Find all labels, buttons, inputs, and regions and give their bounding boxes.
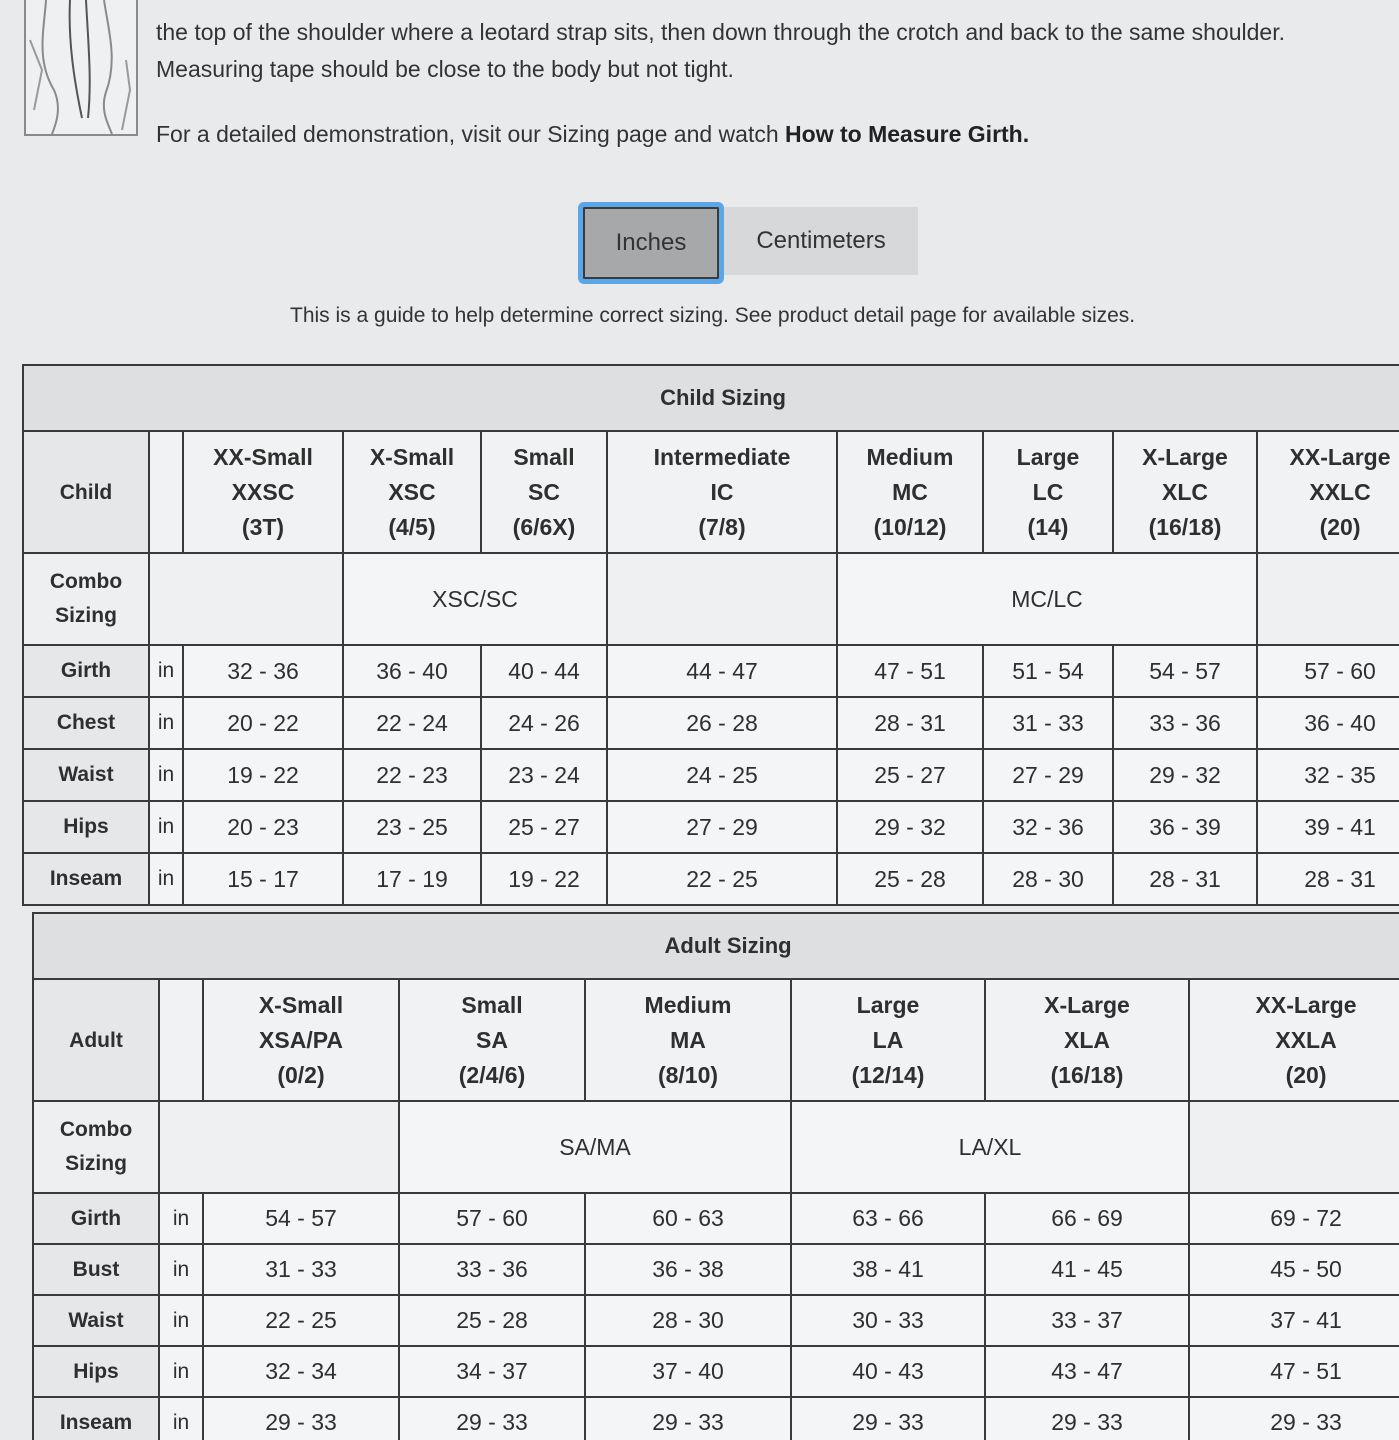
size-header-line: Large xyxy=(1016,443,1080,470)
child-combo-cell: MC/LC xyxy=(837,553,1257,645)
adult-size-header xyxy=(203,979,399,1101)
measurement-value: 40 - 43 xyxy=(791,1346,985,1397)
size-header-line: (3T) xyxy=(241,513,285,540)
measurement-value: 63 - 66 xyxy=(791,1193,985,1244)
child-size-header xyxy=(837,431,983,553)
measurement-label: Hips xyxy=(33,1346,159,1397)
size-header-line: (20) xyxy=(1285,1061,1327,1088)
size-header-line: (6/6X) xyxy=(512,513,576,540)
adult-size-header xyxy=(1189,979,1399,1101)
centimeters-button[interactable]: Centimeters xyxy=(724,207,918,275)
adult-size-header xyxy=(399,979,585,1101)
measurement-value: 29 - 32 xyxy=(837,801,983,853)
child-size-header xyxy=(607,431,837,553)
measurement-value: 57 - 60 xyxy=(1257,645,1399,697)
adult-size-header xyxy=(585,979,791,1101)
measurement-value: 27 - 29 xyxy=(607,801,837,853)
measurement-value: 32 - 34 xyxy=(203,1346,399,1397)
size-header-line: SC xyxy=(528,478,560,505)
adult-row-hips xyxy=(33,1346,1399,1397)
measurement-value: 33 - 36 xyxy=(1113,697,1257,749)
measurement-value: 37 - 41 xyxy=(1189,1295,1399,1346)
measurement-value: 33 - 37 xyxy=(985,1295,1189,1346)
measurement-value: 27 - 29 xyxy=(983,749,1113,801)
measurement-value: 28 - 31 xyxy=(1257,853,1399,905)
size-header-line: X-Large xyxy=(1044,991,1130,1018)
child-sizing-table xyxy=(22,364,1399,906)
measurement-value: 44 - 47 xyxy=(607,645,837,697)
sizing-guide-note: This is a guide to help determine correct sizing. See product detail page for available sizes. xyxy=(290,304,1136,327)
adult-combo-cell: LA/XL xyxy=(791,1101,1189,1193)
measurement-value: 33 - 36 xyxy=(399,1244,585,1295)
size-header-line: X-Small xyxy=(258,991,344,1018)
child-unit-header xyxy=(149,431,183,553)
measurement-value: 36 - 40 xyxy=(343,645,481,697)
measurement-value: 24 - 25 xyxy=(607,749,837,801)
child-size-header xyxy=(343,431,481,553)
size-header-line: XXSC xyxy=(231,478,295,505)
unit-label: in xyxy=(159,1244,203,1295)
unit-label: in xyxy=(159,1193,203,1244)
combo-label-line: Sizing xyxy=(55,604,117,627)
size-header-line: Intermediate xyxy=(653,443,791,470)
measurement-value: 25 - 28 xyxy=(399,1295,585,1346)
size-header-line: XSC xyxy=(388,478,436,505)
measurement-label: Inseam xyxy=(33,1397,159,1440)
size-header-line: (16/18) xyxy=(1050,1061,1124,1088)
size-header-line: MA xyxy=(670,1026,706,1053)
unit-label: in xyxy=(149,801,183,853)
measurement-value: 32 - 36 xyxy=(183,645,343,697)
measurement-value: 57 - 60 xyxy=(399,1193,585,1244)
child-row-hips xyxy=(23,801,1399,853)
measurement-value: 36 - 39 xyxy=(1113,801,1257,853)
unit-label: in xyxy=(149,853,183,905)
child-size-header xyxy=(1113,431,1257,553)
measurement-value: 47 - 51 xyxy=(1189,1346,1399,1397)
adult-row-bust xyxy=(33,1244,1399,1295)
child-size-header xyxy=(983,431,1113,553)
size-header-line: Small xyxy=(461,991,523,1018)
size-header-line: LA xyxy=(872,1026,904,1053)
adult-combo-cell xyxy=(1189,1101,1399,1193)
measurement-value: 26 - 28 xyxy=(607,697,837,749)
measurement-value: 32 - 36 xyxy=(983,801,1113,853)
size-header-line: (10/12) xyxy=(873,513,947,540)
adult-row-inseam xyxy=(33,1397,1399,1440)
measurement-value: 54 - 57 xyxy=(203,1193,399,1244)
measurement-value: 51 - 54 xyxy=(983,645,1113,697)
measurement-value: 17 - 19 xyxy=(343,853,481,905)
measurement-label: Waist xyxy=(23,749,149,801)
combo-label-line: Sizing xyxy=(65,1152,127,1175)
size-header-line: XXLC xyxy=(1309,478,1371,505)
measurement-value: 37 - 40 xyxy=(585,1346,791,1397)
unit-label: in xyxy=(149,749,183,801)
child-sizing-title: Child Sizing xyxy=(23,365,1399,431)
size-header-line: XSA/PA xyxy=(259,1026,343,1053)
measurement-value: 29 - 33 xyxy=(1189,1397,1399,1440)
child-size-header xyxy=(1257,431,1399,553)
adult-unit-header xyxy=(159,979,203,1101)
measurement-value: 25 - 28 xyxy=(837,853,983,905)
size-header-line: Medium xyxy=(866,443,954,470)
child-combo-row xyxy=(23,553,1399,645)
measurement-value: 28 - 30 xyxy=(585,1295,791,1346)
adult-sizing-title: Adult Sizing xyxy=(33,913,1399,979)
measurement-value: 22 - 23 xyxy=(343,749,481,801)
measurement-value: 30 - 33 xyxy=(791,1295,985,1346)
inches-button[interactable]: Inches xyxy=(578,202,724,284)
child-caption-row xyxy=(23,365,1399,431)
child-row-waist xyxy=(23,749,1399,801)
size-header-line: SA xyxy=(476,1026,508,1053)
measurement-value: 34 - 37 xyxy=(399,1346,585,1397)
adult-combo-row xyxy=(33,1101,1399,1193)
combo-label-line: Combo xyxy=(49,570,123,593)
measurement-value: 31 - 33 xyxy=(983,697,1113,749)
measurement-value: 23 - 25 xyxy=(343,801,481,853)
adult-size-header xyxy=(791,979,985,1101)
unit-label: in xyxy=(149,645,183,697)
unit-label: in xyxy=(159,1295,203,1346)
measurement-value: 54 - 57 xyxy=(1113,645,1257,697)
measurement-label: Inseam xyxy=(23,853,149,905)
measurement-value: 29 - 33 xyxy=(203,1397,399,1440)
instruction-line-1: the top of the shoulder where a leotard strap sits, then down through the crotch and back to the same shoulder. xyxy=(156,19,1285,45)
body-outline-icon xyxy=(26,0,136,134)
size-header-line: LC xyxy=(1032,478,1064,505)
unit-toggle xyxy=(578,202,918,284)
measurement-value: 69 - 72 xyxy=(1189,1193,1399,1244)
measurement-value: 66 - 69 xyxy=(985,1193,1189,1244)
leotard-measure-illustration xyxy=(24,0,138,136)
measurement-value: 25 - 27 xyxy=(481,801,607,853)
measurement-value: 23 - 24 xyxy=(481,749,607,801)
measurement-value: 47 - 51 xyxy=(837,645,983,697)
adult-caption-row xyxy=(33,913,1399,979)
measurement-value: 25 - 27 xyxy=(837,749,983,801)
child-row-inseam xyxy=(23,853,1399,905)
measurement-value: 28 - 31 xyxy=(1113,853,1257,905)
size-header-line: X-Small xyxy=(369,443,455,470)
adult-size-header xyxy=(985,979,1189,1101)
demo-text: For a detailed demonstration, visit our Sizing page and watch xyxy=(156,121,786,147)
measurement-value: 40 - 44 xyxy=(481,645,607,697)
measurement-value: 36 - 38 xyxy=(585,1244,791,1295)
measurement-label: Waist xyxy=(33,1295,159,1346)
size-header-line: MC xyxy=(892,478,928,505)
measurement-value: 20 - 23 xyxy=(183,801,343,853)
adult-sizing-table xyxy=(32,912,1399,1440)
size-header-line: XX-Small xyxy=(213,443,313,470)
measurement-value: 29 - 33 xyxy=(585,1397,791,1440)
measurement-value: 39 - 41 xyxy=(1257,801,1399,853)
measurement-value: 28 - 30 xyxy=(983,853,1113,905)
measurement-value: 22 - 24 xyxy=(343,697,481,749)
child-combo-label xyxy=(23,553,149,645)
child-combo-cell xyxy=(149,553,343,645)
size-header-line: X-Large xyxy=(1142,443,1228,470)
measurement-label: Chest xyxy=(23,697,149,749)
instruction-line-3 xyxy=(156,116,1396,153)
measurement-value: 29 - 32 xyxy=(1113,749,1257,801)
measurement-value: 60 - 63 xyxy=(585,1193,791,1244)
size-header-line: Large xyxy=(856,991,920,1018)
unit-label: in xyxy=(149,697,183,749)
size-header-line: (0/2) xyxy=(277,1061,325,1088)
measurement-value: 15 - 17 xyxy=(183,853,343,905)
child-size-header xyxy=(183,431,343,553)
adult-combo-label xyxy=(33,1101,159,1193)
size-header-line: XLC xyxy=(1162,478,1208,505)
unit-label: in xyxy=(159,1397,203,1440)
size-header-line: (7/8) xyxy=(698,513,746,540)
measurement-value: 19 - 22 xyxy=(183,749,343,801)
adult-combo-cell xyxy=(159,1101,399,1193)
measurement-value: 43 - 47 xyxy=(985,1346,1189,1397)
size-header-line: XX-Large xyxy=(1289,443,1391,470)
child-size-header-row xyxy=(23,431,1399,553)
size-header-line: (20) xyxy=(1319,513,1361,540)
measurement-value: 41 - 45 xyxy=(985,1244,1189,1295)
size-header-line: XLA xyxy=(1064,1026,1110,1053)
measurement-value: 38 - 41 xyxy=(791,1244,985,1295)
size-header-line: (4/5) xyxy=(388,513,436,540)
instruction-line-2: Measuring tape should be close to the body but not tight. xyxy=(156,56,734,82)
child-corner-label: Child xyxy=(23,431,149,553)
measurement-label: Girth xyxy=(33,1193,159,1244)
child-size-header xyxy=(481,431,607,553)
measurement-label: Bust xyxy=(33,1244,159,1295)
measurement-value: 22 - 25 xyxy=(607,853,837,905)
adult-corner-label: Adult xyxy=(33,979,159,1101)
size-header-line: Medium xyxy=(644,991,732,1018)
measurement-value: 32 - 35 xyxy=(1257,749,1399,801)
combo-label-line: Combo xyxy=(59,1118,133,1141)
child-combo-cell xyxy=(607,553,837,645)
measurement-value: 29 - 33 xyxy=(399,1397,585,1440)
measurement-value: 28 - 31 xyxy=(837,697,983,749)
measurement-value: 36 - 40 xyxy=(1257,697,1399,749)
adult-row-girth xyxy=(33,1193,1399,1244)
size-header-line: XXLA xyxy=(1275,1026,1337,1053)
size-header-line: (12/14) xyxy=(851,1061,925,1088)
size-header-line: (2/4/6) xyxy=(458,1061,526,1088)
measurement-label: Hips xyxy=(23,801,149,853)
size-header-line: (16/18) xyxy=(1148,513,1222,540)
how-to-measure-girth-link[interactable]: How to Measure Girth. xyxy=(785,121,1030,147)
size-header-line: (14) xyxy=(1027,513,1069,540)
size-header-line: (8/10) xyxy=(657,1061,719,1088)
measurement-value: 22 - 25 xyxy=(203,1295,399,1346)
measurement-value: 20 - 22 xyxy=(183,697,343,749)
measurement-value: 45 - 50 xyxy=(1189,1244,1399,1295)
child-combo-cell xyxy=(1257,553,1399,645)
measurement-value: 29 - 33 xyxy=(985,1397,1189,1440)
adult-row-waist xyxy=(33,1295,1399,1346)
child-row-girth xyxy=(23,645,1399,697)
measurement-value: 24 - 26 xyxy=(481,697,607,749)
size-header-line: IC xyxy=(710,478,734,505)
size-header-line: XX-Large xyxy=(1255,991,1357,1018)
unit-label: in xyxy=(159,1346,203,1397)
measurement-label: Girth xyxy=(23,645,149,697)
measurement-value: 19 - 22 xyxy=(481,853,607,905)
measurement-value: 29 - 33 xyxy=(791,1397,985,1440)
child-row-chest xyxy=(23,697,1399,749)
measurement-value: 31 - 33 xyxy=(203,1244,399,1295)
adult-size-header-row xyxy=(33,979,1399,1101)
size-header-line: Small xyxy=(513,443,575,470)
adult-combo-cell: SA/MA xyxy=(399,1101,791,1193)
child-combo-cell: XSC/SC xyxy=(343,553,607,645)
measuring-instructions xyxy=(156,14,1396,153)
